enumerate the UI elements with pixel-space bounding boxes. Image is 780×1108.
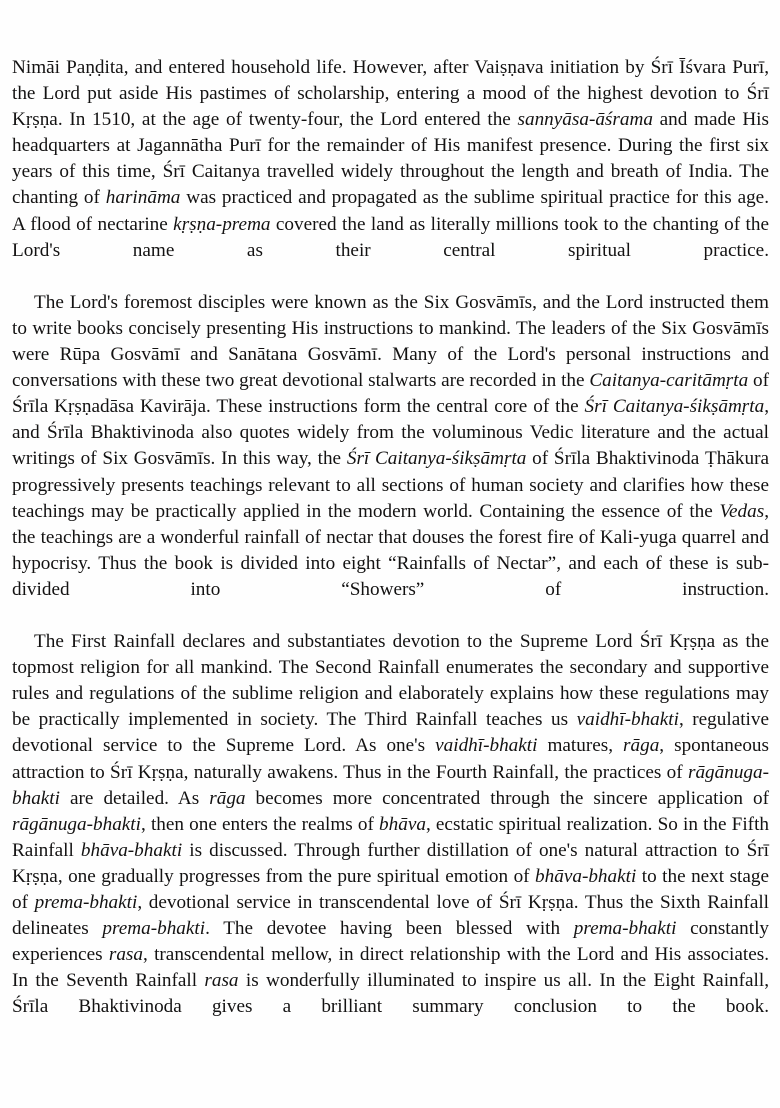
sanskrit-term: rasa xyxy=(204,970,239,992)
sanskrit-term: rāga xyxy=(623,735,660,757)
sanskrit-term: rāga xyxy=(209,787,246,809)
sanskrit-term: vaidhī-bhakti xyxy=(435,735,538,757)
sanskrit-term: rāgānuga-bhakti xyxy=(12,813,141,835)
sanskrit-term: prema-bhakti xyxy=(573,918,677,940)
sanskrit-term: rasa xyxy=(108,944,143,966)
sanskrit-term: vaidhī-bhakti xyxy=(576,709,679,731)
sanskrit-term: Śrī Caitanya-śikṣāmṛta xyxy=(584,396,765,418)
sanskrit-term: prema-bhakti xyxy=(102,918,206,940)
sanskrit-term: bhāva xyxy=(379,813,426,835)
sanskrit-term: harināma xyxy=(105,187,181,209)
sanskrit-term: Śrī Caitanya-śikṣāmṛta xyxy=(346,448,527,470)
body-text-column xyxy=(12,55,769,1047)
para-1: Nimāi Paṇḍita, and entered household life. However, after Vaiṣṇava initiation by Śrī Īśvara Purī, the Lord put aside His pastimes of scholarship, entering a mood of the highest devotion to Śrī Kṛṣṇa. In 1510, at the age of twenty-four, the Lord entered the sannyāsa-āśrama and made His headquarters at Jagannātha Purī for the remainder of His manifest presence. During the first six years of this time, Śrī Caitanya travelled widely throughout the length and breath of India. The chanting of harināma was practiced and propagated as the sublime spiritual practice for this age. A flood of nectarine kṛṣṇa-prema covered the land as literally millions took to the chanting of the Lord's name as their central spiritual practice. xyxy=(12,57,769,261)
para-2: The Lord's foremost disciples were known as the Six Gosvāmīs, and the Lord instructed them to write books concisely presenting His instructions to mankind. The leaders of the Six Gosvāmīs were Rūpa Gosvāmī and Sanātana Gosvāmī. Many of the Lord's personal instructions and conversations with these two great devotional stalwarts are recorded in the Caitanya-caritāmṛta of Śrīla Kṛṣṇadāsa Kavirāja. These instructions form the central core of the Śrī Caitanya-śikṣāmṛta, and Śrīla Bhaktivinoda also quotes widely from the voluminous Vedic literature and the actual writings of Six Gosvāmīs. In this way, the Śrī Caitanya-śikṣāmṛta of Śrīla Bhaktivinoda Ṭhākura progressively presents teachings relevant to all sections of human society and clarifies how these teachings may be practically applied in the modern world. Containing the essence of the Vedas, the teachings are a wonderful rainfall of nectar that douses the forest fire of Kali-yuga quarrel and hypocrisy. Thus the book is divided into eight “Rainfalls of Nectar”, and each of these is sub-divided into “Showers” of instruction. xyxy=(12,291,770,600)
sanskrit-term: Caitanya-caritāmṛta xyxy=(589,370,749,392)
sanskrit-term: rāgānuga-bhakti xyxy=(12,761,769,809)
sanskrit-term: bhāva-bhakti xyxy=(535,865,637,887)
sanskrit-term: bhāva-bhakti xyxy=(80,839,183,861)
para-3: The First Rainfall declares and substantiates devotion to the Supreme Lord Śrī Kṛṣṇa as the topmost religion for all mankind. The Second Rainfall enumerates the secondary and supportive rules and regulations of the sublime religion and elaborately explains how these regulations may be practically implemented in society. The Third Rainfall teaches us vaidhī-bhakti, regulative devotional service to the Supreme Lord. As one's vaidhī-bhakti matures, rāga, spontaneous attraction to Śrī Kṛṣṇa, naturally awakens. Thus in the Fourth Rainfall, the practices of rāgānuga-bhakti are detailed. As rāga becomes more concentrated through the sincere application of rāgānuga-bhakti, then one enters the realms of bhāva, ecstatic spiritual realization. So in the Fifth Rainfall bhāva-bhakti is discussed. Through further distillation of one's natural attraction to Śrī Kṛṣṇa, one gradually progresses from the pure spiritual emotion of bhāva-bhakti to the next stage of prema-bhakti, devotional service in transcendental love of Śrī Kṛṣṇa. Thus the Sixth Rainfall delineates prema-bhakti. The devotee having been blessed with prema-bhakti constantly experiences rasa, transcendental mellow, in direct relationship with the Lord and His associates. In the Seventh Rainfall rasa is wonderfully illuminated to inspire us all. In the Eight Rainfall, Śrīla Bhaktivinoda gives a brilliant summary conclusion to the book. xyxy=(12,631,770,1018)
sanskrit-term: sannyāsa-āśrama xyxy=(517,109,653,131)
sanskrit-term: Vedas xyxy=(719,500,765,522)
sanskrit-term: prema-bhakti xyxy=(34,892,138,913)
sanskrit-term: kṛṣṇa-prema xyxy=(173,213,271,235)
